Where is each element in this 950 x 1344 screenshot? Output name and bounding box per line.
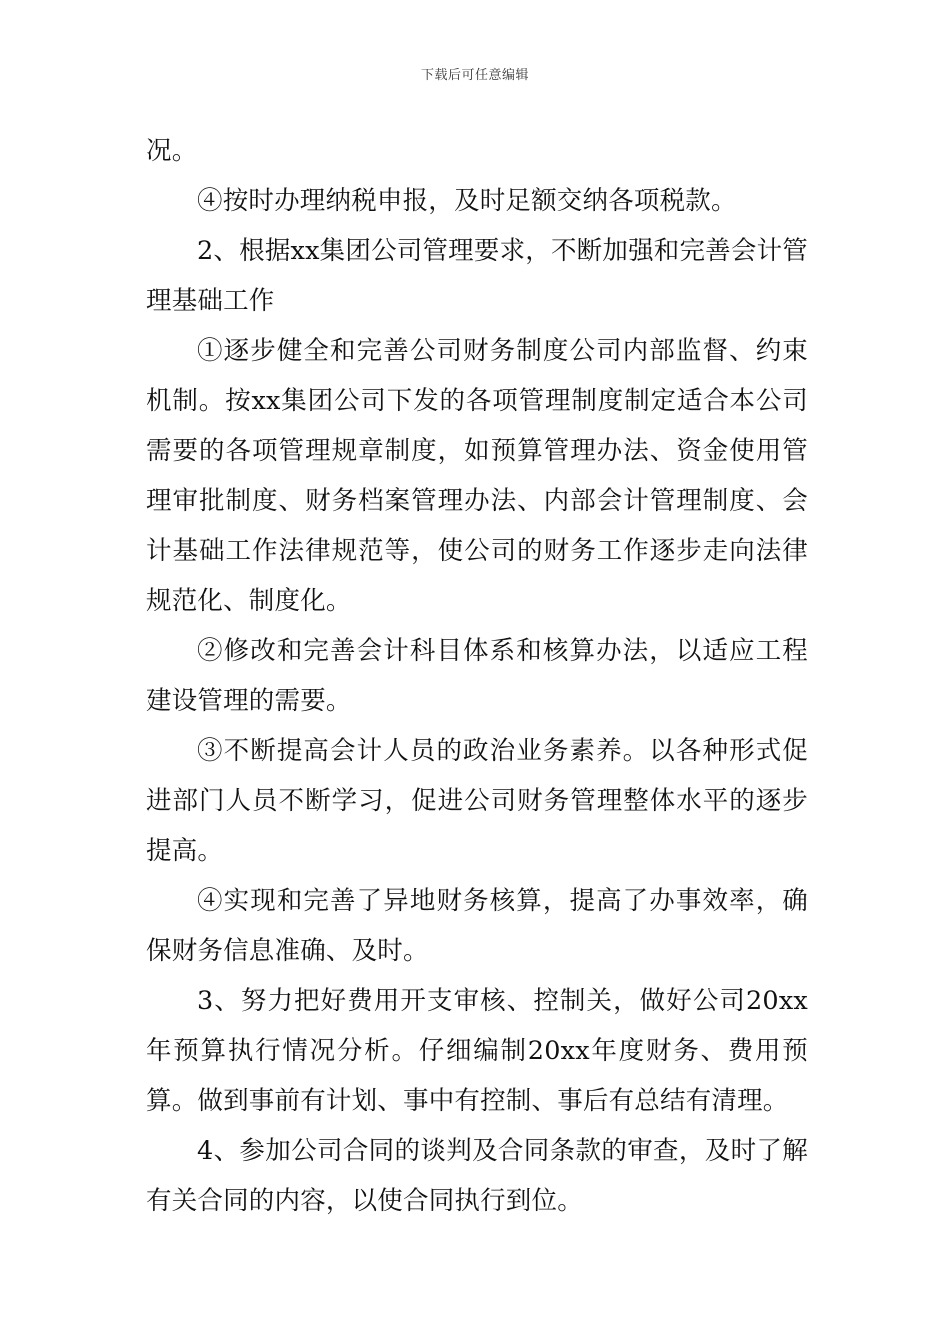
paragraph: 4、参加公司合同的谈判及合同条款的审查，及时了解有关合同的内容，以使合同执行到位。 [146,1136,808,1216]
paragraph: ④按时办理纳税申报，及时足额交纳各项税款。 [197,186,737,216]
paragraph: ①逐步健全和完善公司财务制度公司内部监督、约束机制。按xx集团公司下发的各项管理制度制定适合本公司需要的各项管理规章制度，如预算管理办法、资金使用管理审批制度、财务档案管理办法、内部会计管理制度、会计基础工作法律规范等，使公司的财务工作逐步走向法律规范化、制度化。 [146,336,808,616]
page-header: 下载后可任意编辑 [420,68,529,83]
paragraph: ②修改和完善会计科目体系和核算办法，以适应工程建设管理的需要。 [146,636,808,716]
paragraph: 3、努力把好费用开支审核、控制关，做好公司20xx年预算执行情况分析。仔细编制20xx年度财务、费用预算。做到事前有计划、事中有控制、事后有总结有清理。 [146,986,808,1116]
paragraph: 2、根据xx集团公司管理要求，不断加强和完善会计管理基础工作 [146,236,808,316]
document-body [146,126,808,1226]
paragraph: ③不断提高会计人员的政治业务素养。以各种形式促进部门人员不断学习，促进公司财务管理整体水平的逐步提高。 [146,736,808,866]
paragraph: ④实现和完善了异地财务核算，提高了办事效率，确保财务信息准确、及时。 [146,886,808,966]
paragraph: 况。 [146,136,198,166]
